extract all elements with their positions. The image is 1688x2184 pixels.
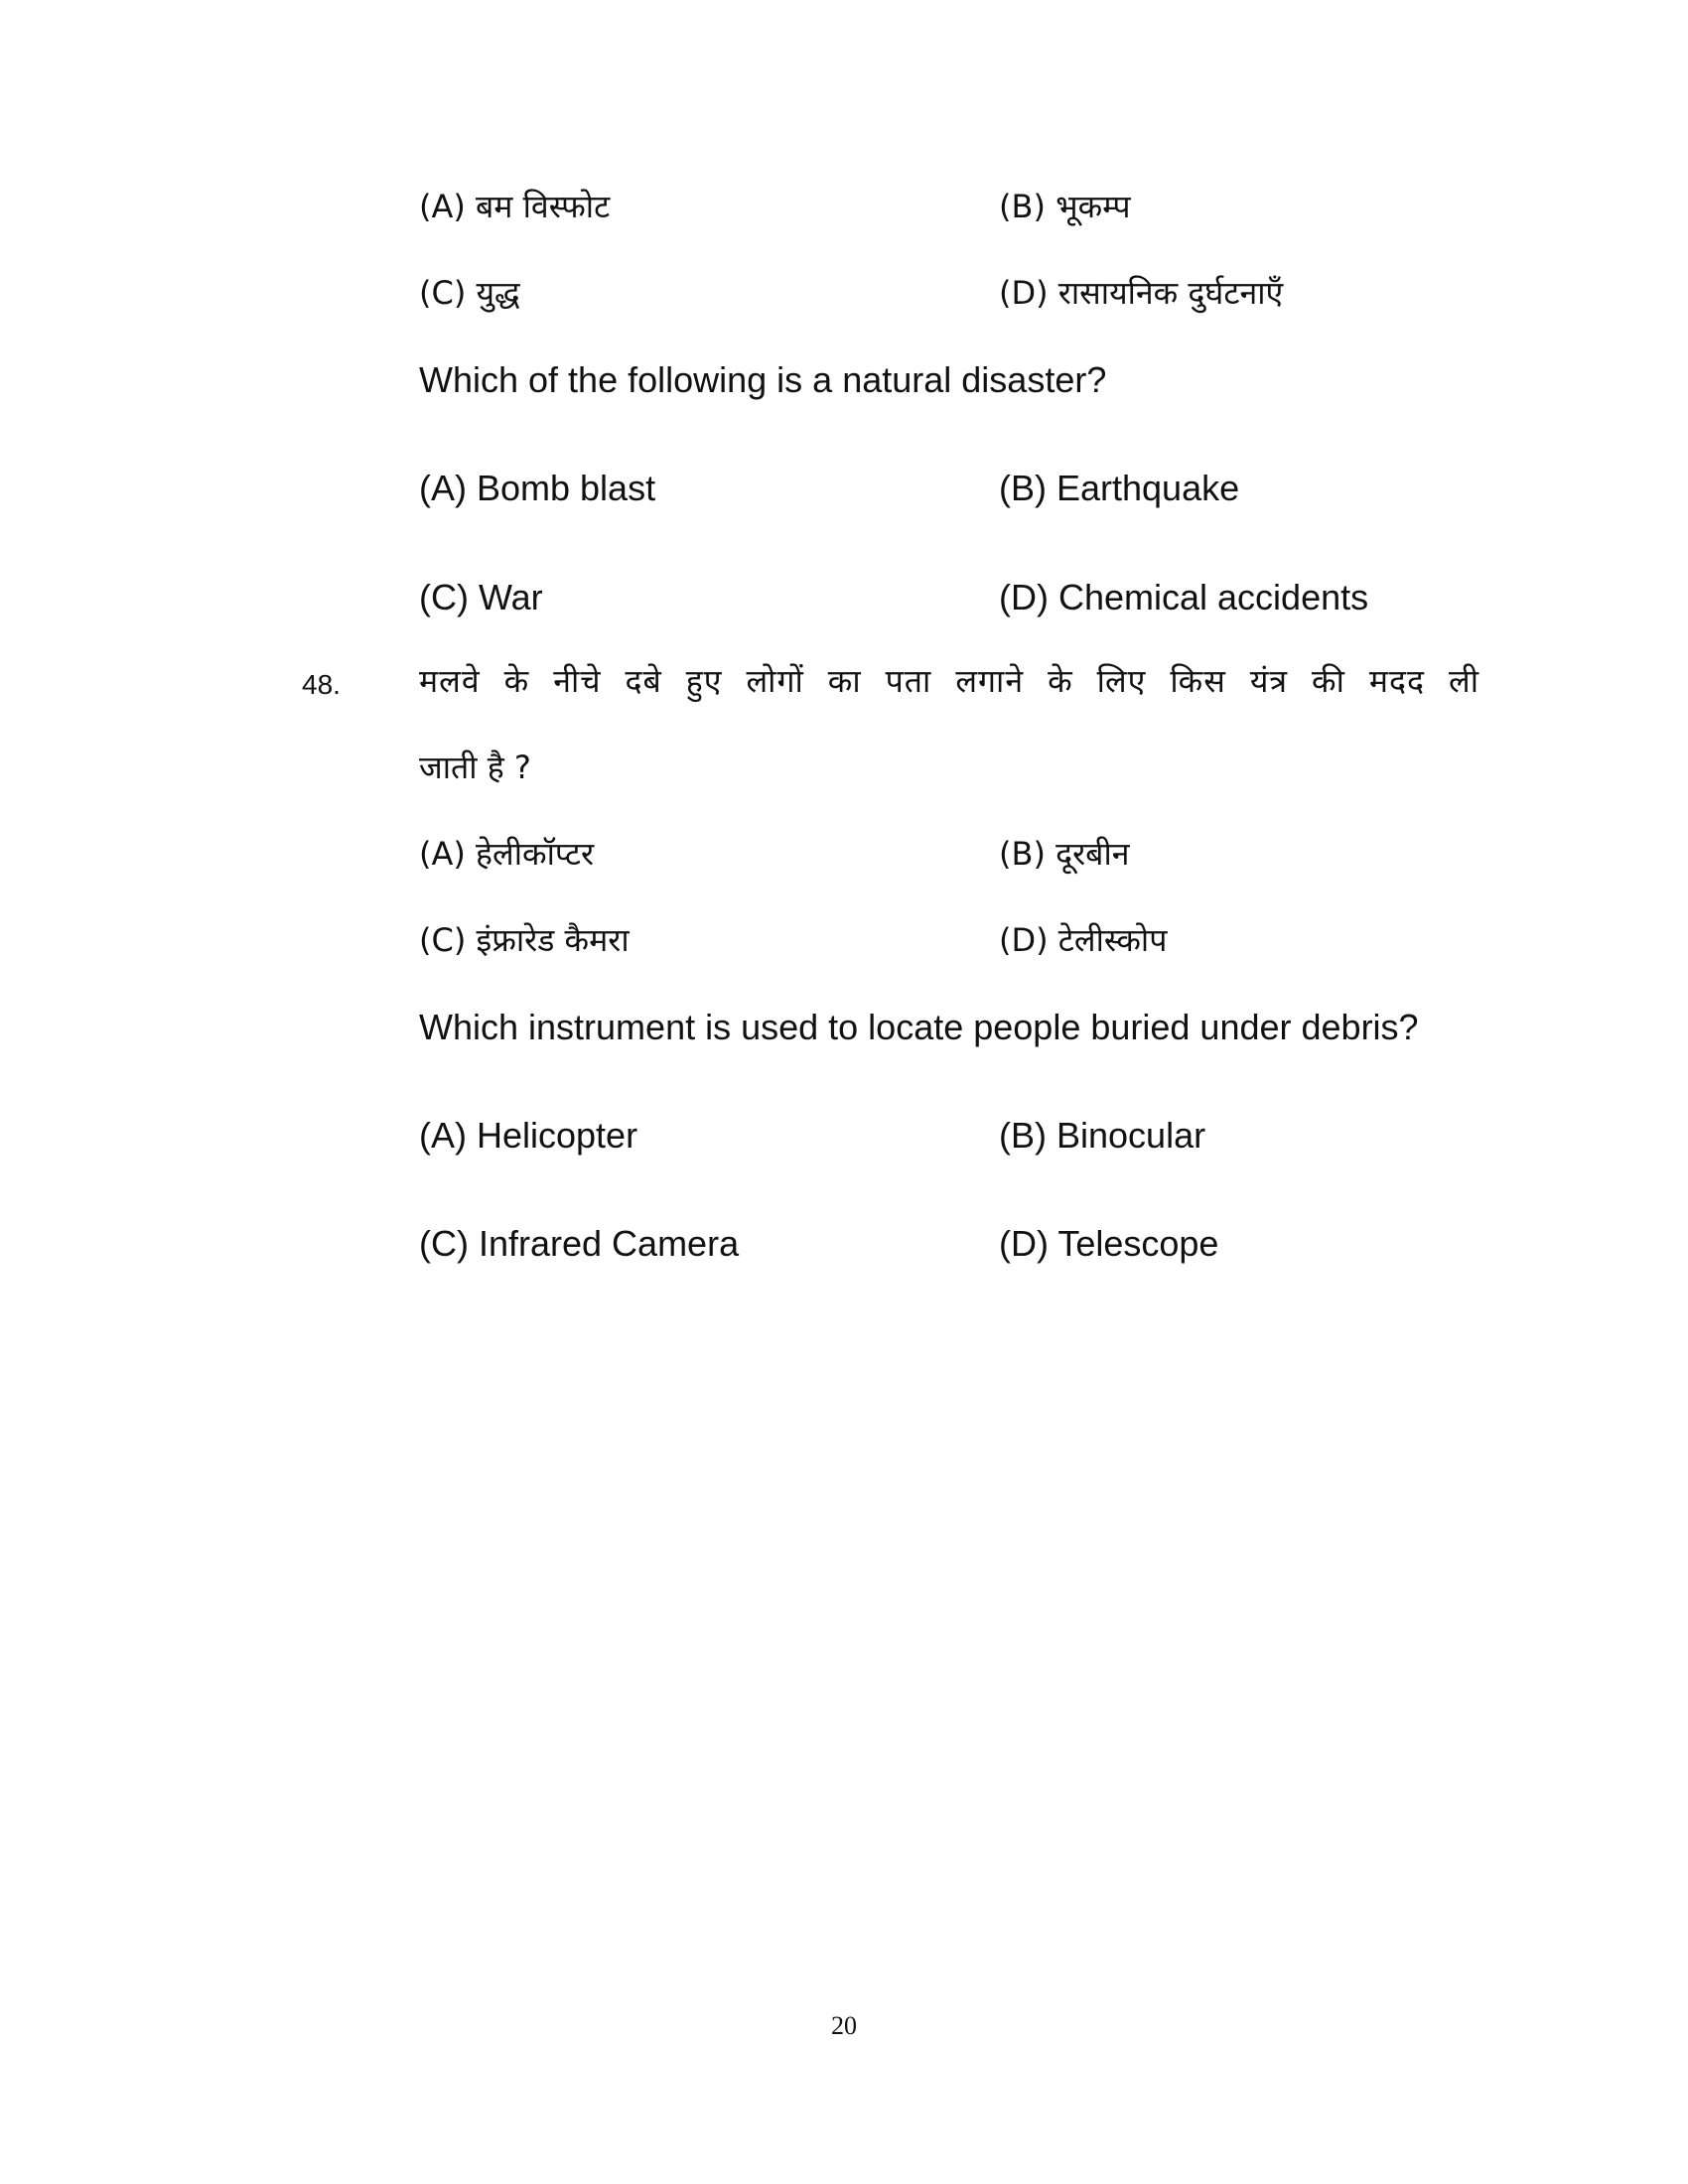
q47-english-option-a: (A) Bomb blast [419, 468, 656, 508]
q47-hindi-option-c: (C) युद्ध [419, 274, 520, 312]
q48-english-option-c: (C) Infrared Camera [419, 1223, 740, 1264]
q48-english-question: Which instrument is used to locate people buried under debris? [419, 1007, 1419, 1047]
q48-hindi-option-d: (D) टेलीस्कोप [999, 921, 1168, 959]
q48-hindi-option-c: (C) इंफ्रारेड कैमरा [419, 921, 630, 959]
question-number-48: 48. [302, 669, 341, 700]
q48-hindi-option-a: (A) हेलीकॉप्टर [419, 835, 595, 873]
q48-hindi-question-line2: जाती है ? [419, 749, 531, 786]
q47-english-option-b: (B) Earthquake [999, 468, 1240, 508]
q47-hindi-option-d: (D) रासायनिक दुर्घटनाएँ [999, 274, 1284, 312]
q48-hindi-option-b: (B) दूरबीन [999, 835, 1130, 873]
q48-hindi-question-line1: मलवे के नीचे दबे हुए लोगों का पता लगाने के लिए किस यंत्र की मदद ली [419, 662, 1479, 700]
q48-english-option-d: (D) Telescope [999, 1223, 1219, 1264]
q47-hindi-option-a: (A) बम विस्फोट [419, 188, 611, 225]
q47-english-option-d: (D) Chemical accidents [999, 577, 1369, 617]
q47-hindi-option-b: (B) भूकम्प [999, 188, 1131, 225]
q48-english-option-a: (A) Helicopter [419, 1115, 638, 1156]
q47-english-option-c: (C) War [419, 577, 543, 617]
q47-english-question: Which of the following is a natural disaster? [419, 359, 1107, 400]
page-number: 20 [831, 2011, 857, 2040]
q48-english-option-b: (B) Binocular [999, 1115, 1206, 1156]
